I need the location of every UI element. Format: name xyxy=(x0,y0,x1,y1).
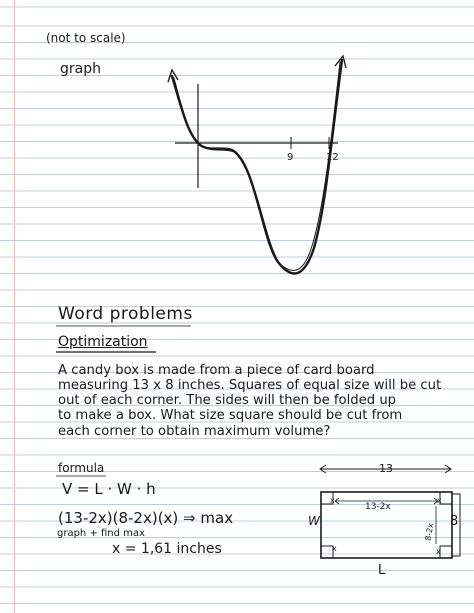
scale-note: (not to scale) xyxy=(46,31,126,45)
problem-line: out of each corner. The sides will then be folded up xyxy=(58,393,397,408)
formula-label: formula xyxy=(58,461,105,475)
graph-label: graph xyxy=(60,61,101,77)
section-title: Word problems xyxy=(58,304,193,324)
width-label: W xyxy=(308,514,320,528)
subsection-title: Optimization xyxy=(58,334,148,350)
corner-x-label: x xyxy=(436,547,441,556)
problem-line: measuring 13 x 8 inches. Squares of equal size will be cut xyxy=(58,378,442,393)
problem-line: A candy box is made from a piece of card board xyxy=(58,363,375,378)
problem-line: each corner to obtain maximum volume? xyxy=(58,424,331,439)
volume-formula: V = L · W · h xyxy=(62,480,156,498)
length-label: L xyxy=(378,563,386,578)
tick-label-12: 12 xyxy=(326,152,339,163)
inner-width-label: 8-2x xyxy=(423,522,436,542)
graph-find-note: graph + find max xyxy=(57,528,145,539)
tick-label-9: 9 xyxy=(287,152,294,163)
inner-length-label: 13-2x xyxy=(365,502,391,512)
problem-line: to make a box. What size square should be cut from xyxy=(58,408,403,423)
volume-expression: (13-2x)(8-2x)(x) ⇒ max xyxy=(58,509,234,527)
corner-x-label: x xyxy=(330,496,335,505)
top-dimension-label: 13 xyxy=(379,462,393,475)
answer: x = 1,61 inches xyxy=(112,541,222,557)
corner-square-br xyxy=(440,546,452,558)
side-dimension-label: 8 xyxy=(450,514,459,529)
corner-x-label: x xyxy=(332,544,337,553)
corner-x-label: x xyxy=(437,496,442,505)
